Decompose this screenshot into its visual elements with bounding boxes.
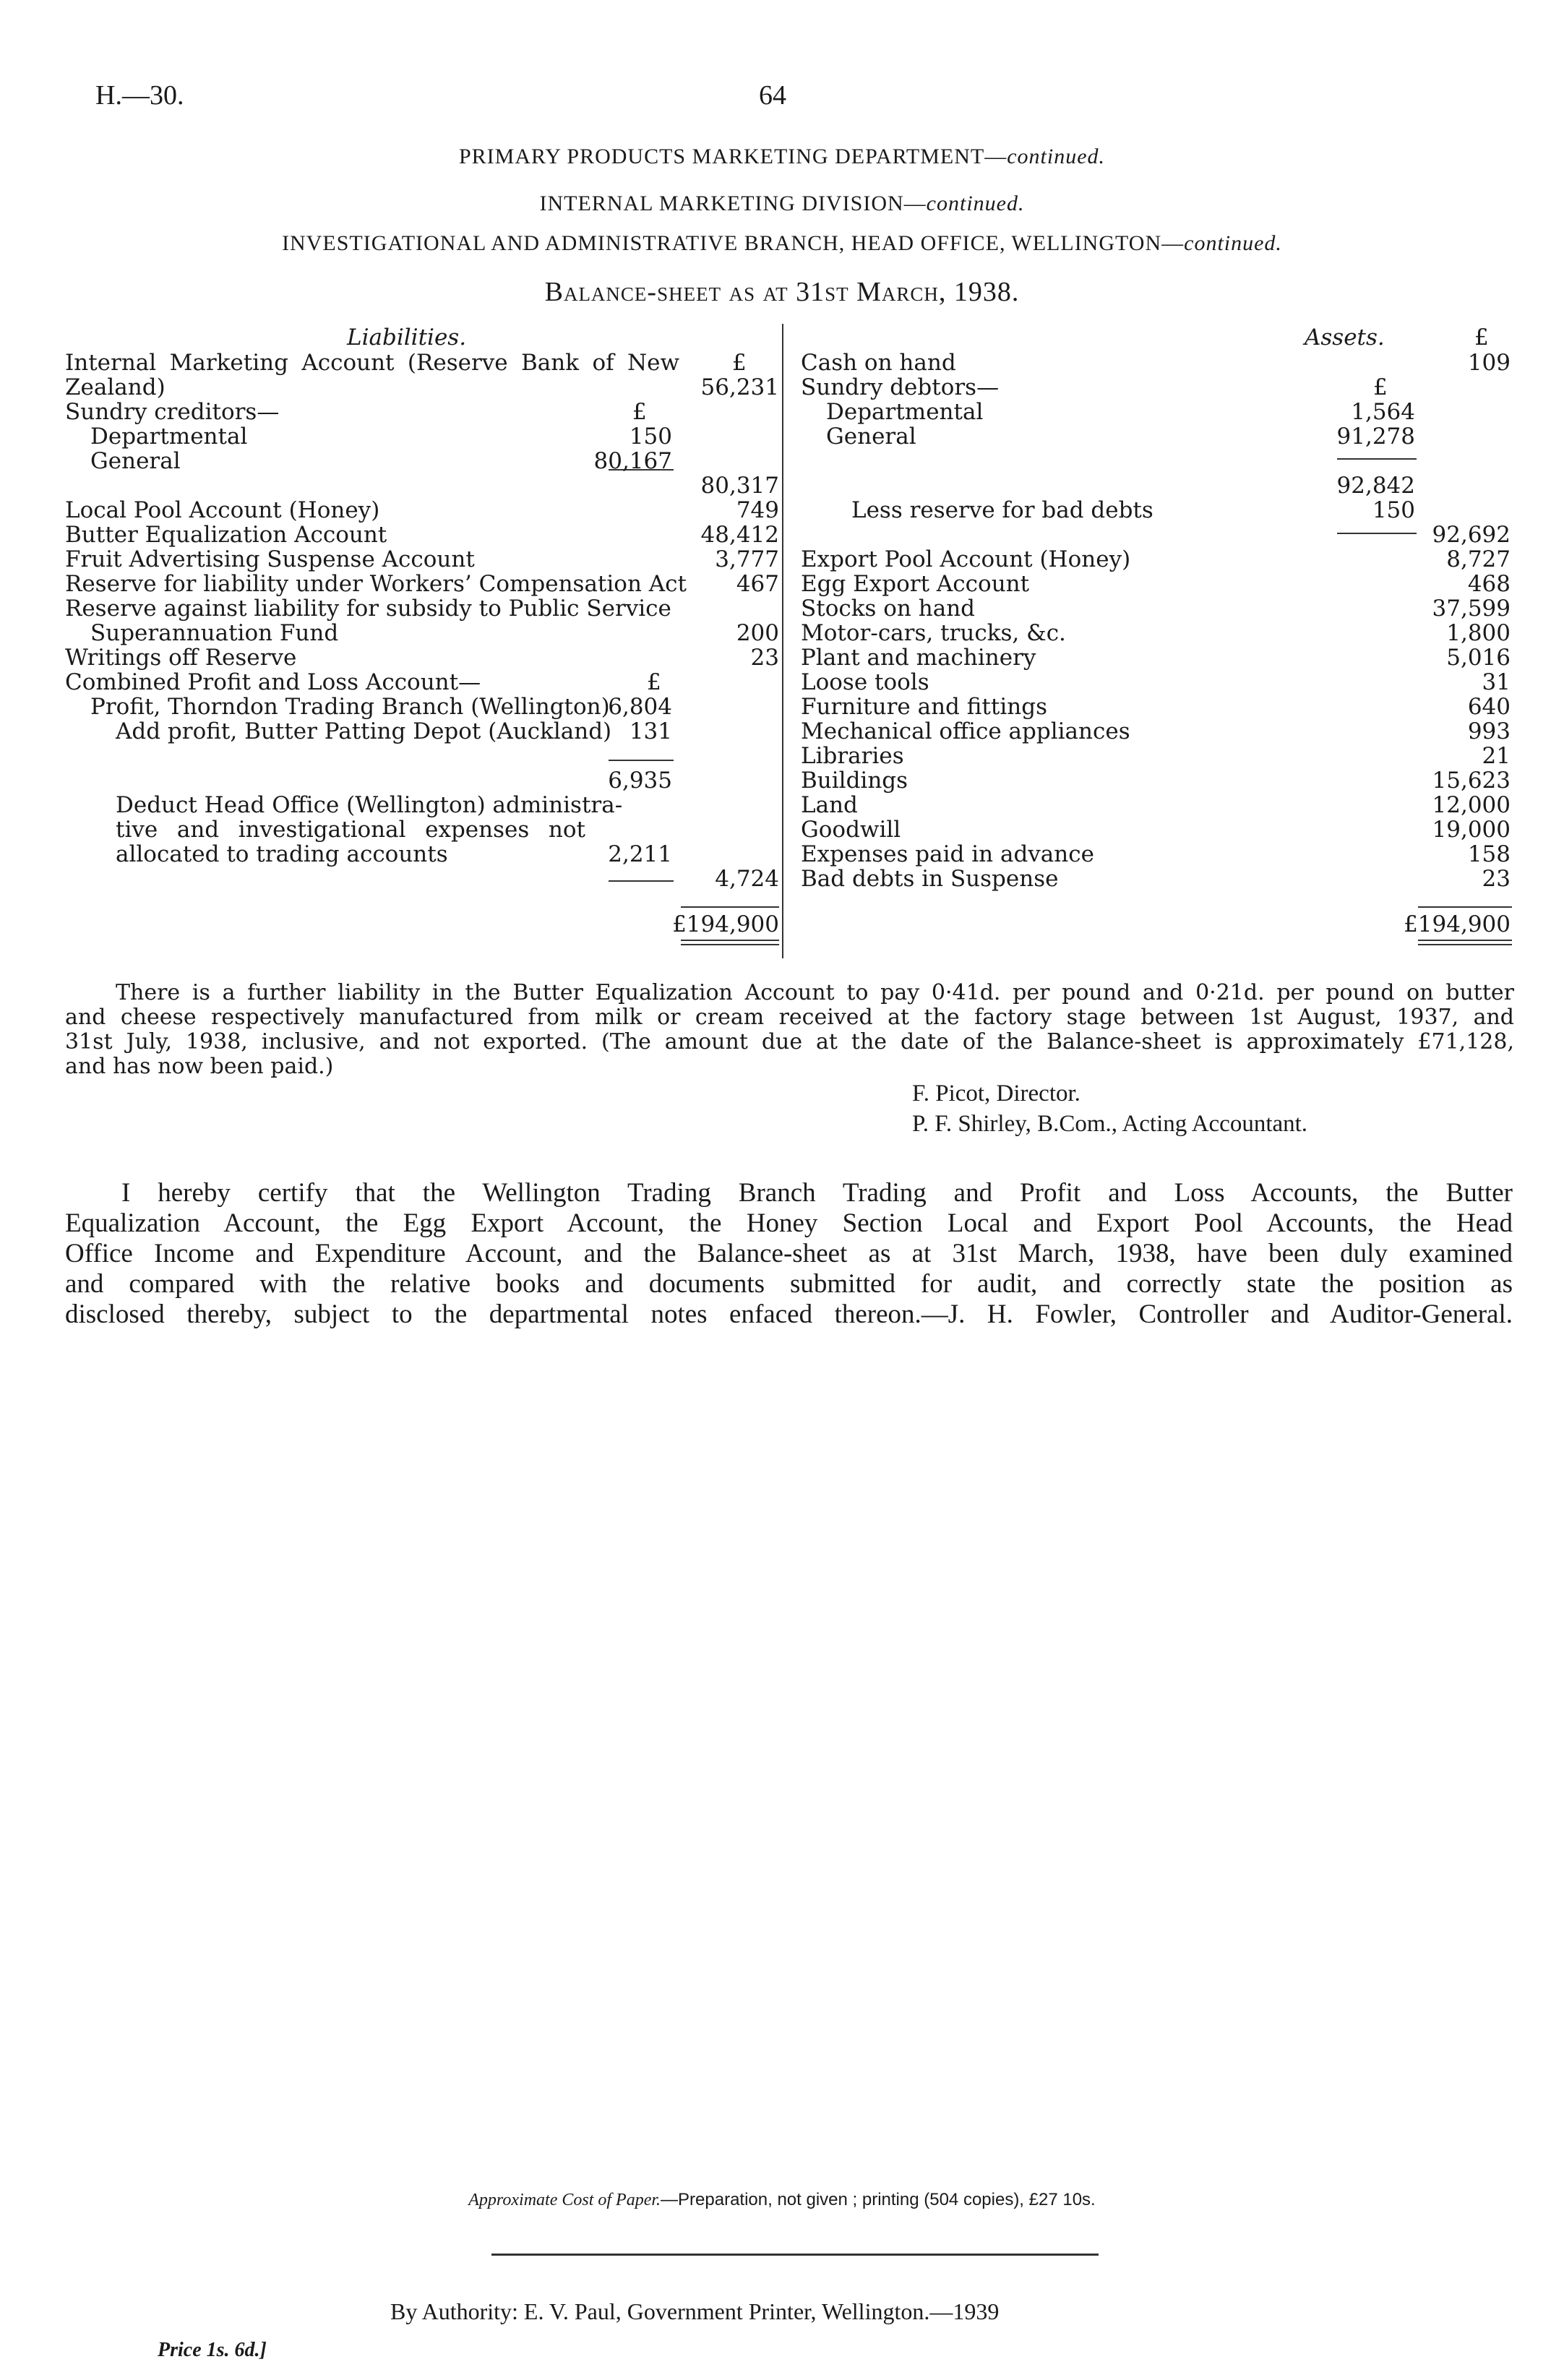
- liability-value: 80,317: [700, 473, 779, 499]
- liability-label: Deduct Head Office (Wellington) administra-: [116, 792, 623, 818]
- note-line: and cheese respectively manufactured from milk or cream received at the factory stage between 1st August, 1937, and: [65, 1005, 1514, 1030]
- asset-value: 1,800: [1446, 620, 1511, 646]
- price: Price 1s. 6d.]: [158, 2339, 267, 2361]
- asset-label: Buildings: [801, 768, 908, 794]
- asset-value: 12,000: [1432, 792, 1511, 818]
- liability-value: 3,777: [715, 546, 779, 572]
- asset-label: Cash on hand: [801, 350, 956, 376]
- certificate-line: disclosed thereby, subject to the departmental notes enfaced thereon.—J. H. Fowler, Controller and Auditor-General.: [65, 1299, 1513, 1329]
- asset-label: Furniture and fittings: [801, 694, 1047, 720]
- asset-label: Less reserve for bad debts: [851, 497, 1153, 523]
- asset-value: 993: [1467, 718, 1511, 744]
- liability-value: 467: [736, 571, 779, 597]
- liability-subvalue: 80,167: [593, 448, 672, 474]
- liability-value: 56,231: [700, 374, 779, 400]
- asset-label: Motor-cars, trucks, &c.: [801, 620, 1066, 646]
- certificate-line: I hereby certify that the Wellington Trading Branch Trading and Profit and Loss Accounts, the Butter: [121, 1178, 1513, 1208]
- asset-subvalue: 91,278: [1336, 424, 1415, 450]
- printer-authority: By Authority: E. V. Paul, Government Printer, Wellington.—1939: [390, 2298, 1000, 2324]
- asset-value: 158: [1467, 841, 1511, 867]
- balance-sheet-title: Balance-sheet as at 31st March, 1938.: [544, 277, 1020, 307]
- asset-value: 109: [1467, 350, 1511, 376]
- heading-division: INTERNAL MARKETING DIVISION—continued.: [539, 192, 1025, 215]
- asset-label: Stocks on hand: [801, 596, 976, 622]
- liabilities-total: £194,900: [672, 911, 779, 937]
- pound-sign: £: [1373, 374, 1388, 400]
- asset-label: Bad debts in Suspense: [801, 866, 1059, 892]
- page-ref: H.—30.: [95, 80, 184, 111]
- asset-label: Goodwill: [801, 817, 901, 843]
- liability-label: Combined Profit and Loss Account—: [65, 669, 481, 695]
- liability-label: Departmental: [90, 424, 248, 450]
- asset-value: 37,599: [1432, 596, 1511, 622]
- pound-sign: £: [1474, 325, 1489, 351]
- asset-label: Sundry debtors—: [801, 374, 1000, 400]
- liability-label: Local Pool Account (Honey): [65, 497, 380, 523]
- liability-value: 4,724: [715, 866, 779, 892]
- liability-subvalue: 6,804: [608, 694, 672, 720]
- asset-label: General: [826, 424, 916, 450]
- liability-label: Profit, Thorndon Trading Branch (Wellington): [90, 694, 610, 720]
- asset-label: Plant and machinery: [801, 645, 1036, 671]
- liabilities-heading: Liabilities.: [347, 325, 467, 351]
- rule: [1418, 944, 1512, 945]
- rule: [1337, 533, 1417, 534]
- liability-value: 749: [736, 497, 779, 523]
- asset-label: Departmental: [826, 399, 984, 425]
- liability-value: 200: [736, 620, 779, 646]
- rule: [1418, 940, 1512, 941]
- heading-department: PRIMARY PRODUCTS MARKETING DEPARTMENT—continued.: [458, 145, 1106, 168]
- accountant-signature: P. F. Shirley, B.Com., Acting Accountant.: [912, 1111, 1308, 1137]
- certificate-line: Equalization Account, the Egg Export Account, the Honey Section Local and Export Pool Accounts, the Head: [65, 1208, 1513, 1238]
- pound-sign: £: [647, 669, 661, 695]
- asset-label: Mechanical office appliances: [801, 718, 1130, 744]
- asset-value: 15,623: [1432, 768, 1511, 794]
- liability-subvalue: 150: [629, 424, 672, 450]
- asset-label: Expenses paid in advance: [801, 841, 1094, 867]
- footer-rule: [491, 2254, 1099, 2256]
- asset-subvalue: 150: [1372, 497, 1415, 523]
- note-line: 31st July, 1938, inclusive, and not exported. (The amount due at the date of the Balance-sheet is approximately £71,128,: [65, 1029, 1514, 1054]
- asset-value: 92,692: [1432, 522, 1511, 548]
- liability-label: tive and investigational expenses not: [116, 817, 585, 843]
- liability-label: Writings off Reserve: [65, 645, 297, 671]
- asset-value: 468: [1467, 571, 1511, 597]
- asset-subvalue: 1,564: [1351, 399, 1415, 425]
- asset-label: Export Pool Account (Honey): [801, 546, 1131, 572]
- liability-label: Reserve against liability for subsidy to Public Service: [65, 596, 671, 622]
- rule: [609, 880, 674, 882]
- rule: [681, 940, 779, 941]
- column-divider: [782, 324, 783, 958]
- rule: [1418, 906, 1512, 908]
- asset-label: Land: [801, 792, 858, 818]
- liability-label: allocated to trading accounts: [116, 841, 448, 867]
- asset-label: Loose tools: [801, 669, 929, 695]
- asset-label: Libraries: [801, 743, 904, 769]
- liability-subvalue: 6,935: [608, 768, 672, 794]
- rule: [1337, 458, 1417, 460]
- liability-label: Superannuation Fund: [90, 620, 339, 646]
- pound-sign: £: [732, 350, 747, 376]
- liability-value: 48,412: [700, 522, 779, 548]
- heading-branch: INVESTIGATIONAL AND ADMINISTRATIVE BRANCH, HEAD OFFICE, WELLINGTON—continued.: [282, 231, 1282, 255]
- assets-total: £194,900: [1404, 911, 1511, 937]
- liability-label: Sundry creditors—: [65, 399, 280, 425]
- assets-heading: Assets.: [1305, 325, 1385, 351]
- certificate-line: Office Income and Expenditure Account, and the Balance-sheet as at 31st March, 1938, have been duly examined: [65, 1239, 1513, 1268]
- rule: [681, 944, 779, 945]
- page-number: 64: [759, 80, 786, 111]
- note-line: There is a further liability in the Butter Equalization Account to pay 0·41d. per pound and 0·21d. per pound on butter: [116, 980, 1514, 1005]
- liability-value: 23: [750, 645, 779, 671]
- liability-label: Fruit Advertising Suspense Account: [65, 546, 475, 572]
- pound-sign: £: [632, 399, 647, 425]
- certificate-line: and compared with the relative books and documents submitted for audit, and correctly state the position as: [65, 1269, 1513, 1299]
- asset-label: Egg Export Account: [801, 571, 1030, 597]
- liability-label: Internal Marketing Account (Reserve Bank of New: [65, 350, 679, 376]
- liability-subvalue: 131: [629, 718, 672, 744]
- liability-label: General: [90, 448, 181, 474]
- asset-value: 640: [1467, 694, 1511, 720]
- asset-value: 8,727: [1446, 546, 1511, 572]
- director-signature: F. Picot, Director.: [912, 1081, 1080, 1107]
- note-line: and has now been paid.): [65, 1054, 334, 1079]
- liability-subvalue: 2,211: [608, 841, 672, 867]
- liability-label: Zealand): [65, 374, 166, 400]
- rule: [681, 906, 779, 908]
- liability-label: Butter Equalization Account: [65, 522, 387, 548]
- asset-value: 5,016: [1446, 645, 1511, 671]
- liability-label: Reserve for liability under Workers’ Compensation Act: [65, 571, 687, 597]
- asset-value: 31: [1482, 669, 1511, 695]
- asset-value: 23: [1482, 866, 1511, 892]
- asset-subvalue: 92,842: [1336, 473, 1415, 499]
- rule: [609, 760, 674, 761]
- asset-value: 21: [1482, 743, 1511, 769]
- asset-value: 19,000: [1432, 817, 1511, 843]
- liability-label: Add profit, Butter Patting Depot (Auckland): [116, 718, 612, 744]
- paper-cost: Approximate Cost of Paper.—Preparation, not given ; printing (504 copies), £27 10s.: [468, 2190, 1096, 2209]
